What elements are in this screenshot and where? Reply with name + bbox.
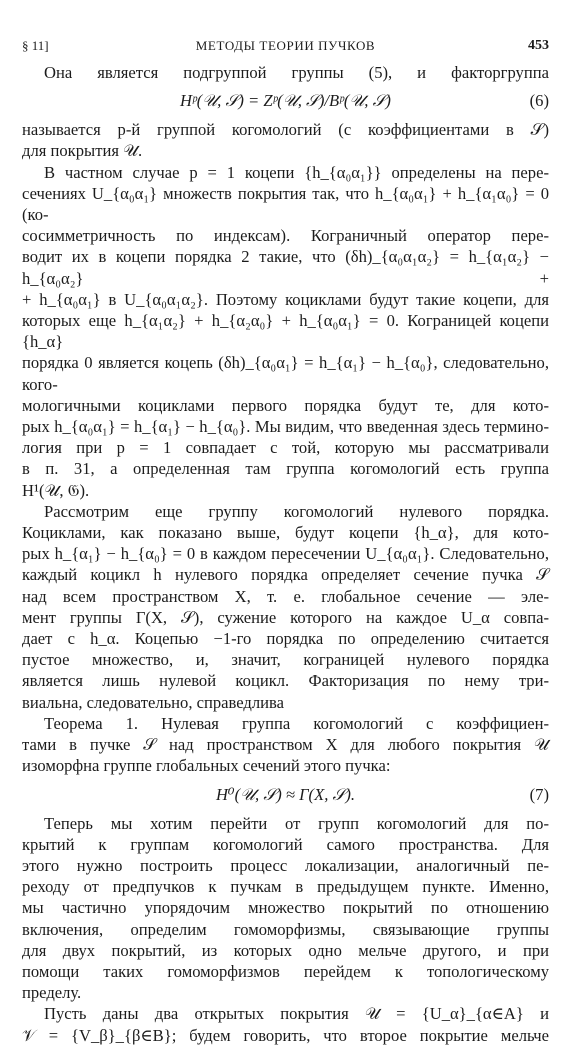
text-line: для двух покрытий, из которых одно мельче другого, и при: [22, 940, 549, 960]
theorem-line: Теорема 1. Нулевая группа когомологий с коэффициен-: [44, 713, 549, 733]
text-line: Коциклами, как показано выше, будут коцепи {h_α}, для кото-: [22, 523, 549, 543]
text-line: водит их в коцепи порядка 2 такие, что (δh)_{α₀α₁α₂} = h_{α₁α₂} − h_{α₀α₂} +: [22, 247, 549, 288]
text-line: Теперь мы хотим перейти от групп когомологий для по-: [44, 813, 549, 833]
text-line: является лишь нулевой коцикл. Факторизация по нему три-: [22, 671, 549, 691]
equation-7: [22, 780, 549, 810]
text-line: рых h_{α₀α₁} = h_{α₁} − h_{α₀}. Мы видим, что введенная здесь термино-: [22, 417, 549, 437]
text-line: сосимметричность по индексам). Кограничный оператор пере-: [22, 226, 549, 246]
text-line: которых еще h_{α₁α₂} + h_{α₂α₀} + h_{α₀α₁} = 0. Кограницей коцепи {h_α}: [22, 311, 549, 352]
text-line: В частном случае p = 1 коцепи {h_{α₀α₁}} определены на пере-: [44, 162, 549, 182]
text-line: мент группы Γ(X, 𝒮), сужение которого на каждое U_α совпа-: [22, 607, 549, 627]
text-line: + h_{α₀α₁} в U_{α₀α₁α₂}. Поэтому коциклами будут такие коцепи, для: [22, 289, 549, 309]
text-line: порядка 0 является коцепь (δh)_{α₀α₁} = h_{α₁} − h_{α₀}, следовательно, кого-: [22, 353, 549, 394]
text-line: 𝒱 = {V_β}_{β∈B}; будем говорить, что второе покрытие мельче: [22, 1025, 549, 1045]
text-line: пределу.: [22, 983, 82, 1003]
text-line: в п. 31, а определенная там группа когомологий есть группа: [22, 459, 549, 479]
text-line: логия при p = 1 совпадает с той, которую мы рассматривали: [22, 438, 549, 458]
text-line: сечениях U_{α₀α₁} множеств покрытия так, что h_{α₀α₁} + h_{α₁α₀} = 0 (ко-: [22, 183, 549, 225]
equation-6: [22, 86, 549, 116]
text-line: Рассмотрим еще группу когомологий нулевого порядка.: [44, 501, 549, 521]
text-line: Пусть даны два открытых покрытия 𝒰 = {U_α}_{α∈A} и: [44, 1004, 549, 1024]
text-line: пустое множество, и, значит, кограницей нулевого порядка: [22, 650, 549, 670]
running-title: МЕТОДЫ ТЕОРИИ ПУЧКОВ: [195, 38, 376, 53]
text-line: рых h_{α₁} − h_{α₀} = 0 в каждом пересечении U_{α₀α₁}. Следовательно,: [22, 544, 549, 564]
theorem-line: тами в пучке 𝒮 над пространством X для любого покрытия 𝒰: [22, 735, 549, 755]
section-ref: § 11]: [22, 38, 49, 53]
page-number: 453: [528, 38, 549, 53]
text-line: для покрытия 𝒰.: [22, 141, 143, 161]
text-line: включения, определим гомоморфизмы, связывающие группы: [22, 919, 549, 939]
text-line: мологичными коциклами первого порядка будут те, для кото-: [22, 395, 549, 415]
theorem-line: изоморфна группе глобальных сечений этого пучка:: [22, 756, 391, 776]
text-line: H¹(𝒰, 𝔊).: [22, 480, 90, 500]
text-line: этого нужно построить процесс локализации, аналогичный пе-: [22, 855, 549, 875]
text-line: помощи таких гомоморфизмов перейдем к топологическому: [22, 961, 549, 981]
text-line: реходу от предпучков к пучкам в предыдущем пункте. Именно,: [22, 877, 549, 897]
page-header: [22, 38, 549, 56]
text-line: каждый коцикл h нулевого порядка определяет сечение пучка 𝒮: [22, 565, 549, 585]
text-line: над всем пространством X, т. е. глобальное сечение — эле-: [22, 586, 549, 606]
equation-formula: H⁰(𝒰, 𝒮) ≈ Γ(X, 𝒮).: [215, 784, 356, 804]
text-line: называется p-й группой когомологий (с коэффициентами в 𝒮): [22, 120, 549, 140]
body-text: [22, 62, 549, 1046]
text-line: виальна, следовательно, справедлива: [22, 692, 285, 712]
equation-number: (7): [529, 784, 549, 804]
text-line: мы частично упорядочим множество покрытий по отношению: [22, 898, 549, 918]
equation-number: (6): [529, 91, 549, 111]
text-line: дает с h_α. Коцепью −1-го порядка по определению считается: [22, 629, 549, 649]
equation-formula: Hᵖ(𝒰, 𝒮) = Zᵖ(𝒰, 𝒮)/Bᵖ(𝒰, 𝒮): [180, 91, 391, 111]
text-line: Она является подгруппой группы (5), и факторгруппа: [44, 63, 549, 82]
text-line: крытий к группам когомологий самого пространства. Для: [22, 834, 549, 854]
